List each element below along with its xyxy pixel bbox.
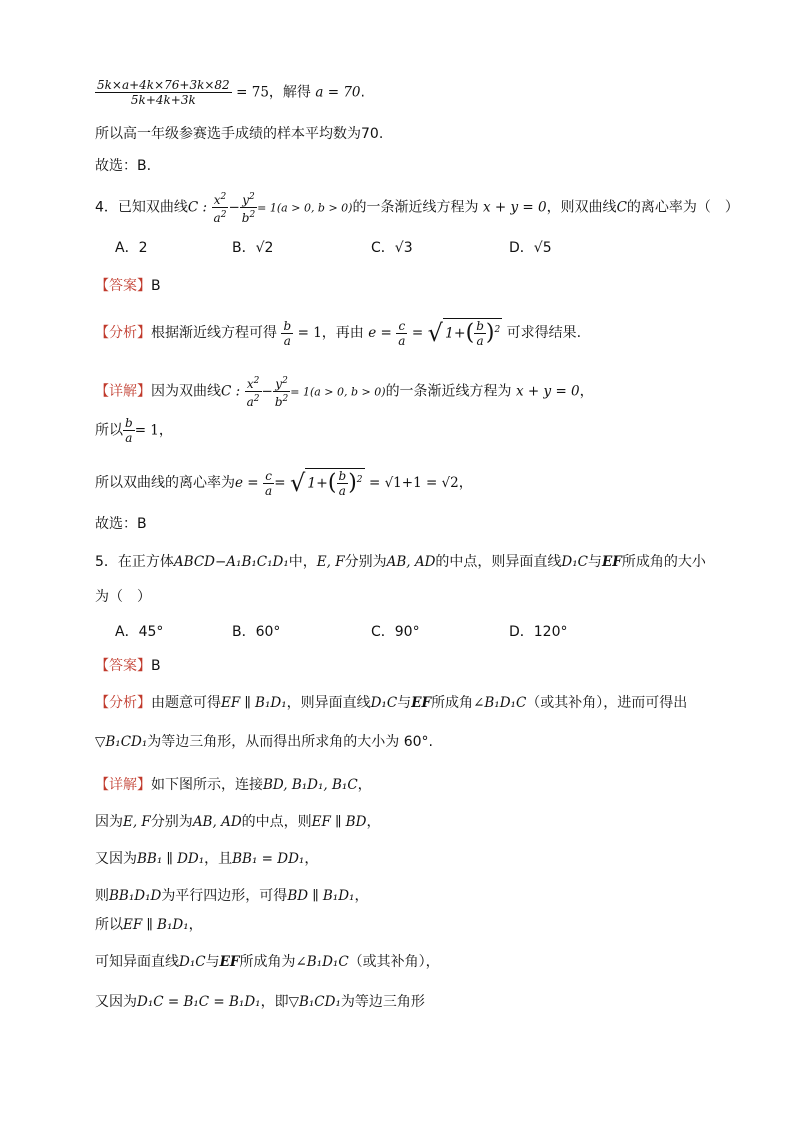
fx3: 与: [397, 695, 412, 711]
q5-option-c: C．90°: [371, 624, 420, 640]
q4-step-1: 所以 $\frac{b}{a}$ = 1，: [95, 416, 173, 445]
fx-triangle: ▽B₁CD₁: [95, 734, 148, 750]
num-c: c: [396, 319, 407, 334]
q4-option-b: B．√2: [232, 240, 274, 256]
q5-d1c: D₁C: [561, 554, 588, 570]
q4-answer: [95, 276, 161, 296]
s3m2: BD ∥ B₁D₁: [287, 888, 355, 904]
xj1-math: BD, B₁D₁, B₁C: [263, 777, 358, 793]
q4-final: 故选：B: [95, 516, 147, 532]
q5-analysis-2: [95, 732, 433, 752]
fx-ef: EF: [411, 695, 432, 711]
analysis-tag: 【分析】: [95, 695, 151, 711]
analysis-tag: 【分析】: [95, 325, 151, 341]
answer-tag: 【答案】: [95, 658, 151, 674]
s2c: ，: [304, 851, 319, 867]
s2a: 又因为: [95, 851, 137, 867]
q4-detail: 【详解】因为双曲线C : $\frac{x^2}{a^2}$ − $\frac{y^2}{b^2}$ = 1(a > 0, b > 0)的一条渐近线方程为 x + y = 0，: [95, 376, 594, 409]
s5m: D₁C: [179, 954, 206, 970]
q4-y-frac: $\frac{y^2}{b^2}$: [241, 192, 256, 225]
q5-f: 所成角的大小: [621, 554, 706, 570]
q4-option-a: A．2: [115, 240, 148, 256]
fx-par: EF ∥ B₁D₁: [221, 695, 287, 711]
step2-prefix: 所以双曲线的离心率为: [95, 475, 235, 491]
s5c: 所成角为: [239, 954, 296, 970]
fx2: ，则异面直线: [286, 695, 371, 711]
s3a: 则: [95, 888, 109, 904]
detail-asymptote: x + y = 0: [516, 383, 580, 400]
q4-stem: 4．已知双曲线C : $\frac{x^2}{a^2}$ − $\frac{y^2}{b^2}$ = 1(a > 0, b > 0)的一条渐近线方程为 x + y = 0，则双曲线C的离心率为（ ）: [95, 192, 739, 225]
q5-analysis-1: [95, 693, 687, 713]
comma: ，: [357, 777, 372, 793]
s4m: EF ∥ B₁D₁: [123, 917, 189, 933]
s4a: 所以: [95, 917, 123, 933]
s5m2: EF: [219, 954, 240, 970]
step1-eq: = 1: [134, 422, 159, 439]
e-equals: e =: [368, 325, 392, 341]
q4-option-d: D．√5: [509, 240, 552, 256]
q4-mid: 的一条渐近线方程为: [352, 199, 479, 216]
sqrt-expr: 1+( $\frac{b}{a}$ )$^2$: [444, 319, 501, 348]
q4-step-2: 所以双曲线的离心率为e = $\frac{c}{a}$ = √ 1+( $\frac{b}{a}$ )$^2$ = √1+1 = √2，: [95, 468, 473, 498]
s5m3: ∠B₁D₁C: [295, 954, 349, 970]
analysis-text-1: 根据渐近线方程可得: [151, 325, 277, 341]
detail-text-1: 因为双曲线: [151, 383, 221, 400]
equals-75: = 75: [236, 84, 269, 101]
answer-tag: 【答案】: [95, 278, 151, 294]
choice-line: 故选：B.: [95, 158, 152, 174]
q5-step-4: [95, 915, 203, 935]
q5-e: 与: [588, 554, 602, 570]
xj1: 如下图所示，连接: [151, 777, 263, 793]
s6a: 又因为: [95, 994, 137, 1010]
q5-EF: EF: [602, 554, 622, 570]
s1c: 的中点，则: [241, 814, 312, 830]
q5-b: 中，: [288, 554, 317, 570]
answer-value: B: [151, 658, 161, 674]
x-var: x: [213, 193, 221, 207]
s1m3: EF ∥ BD: [311, 814, 367, 830]
detail-tag: 【详解】: [95, 383, 151, 400]
conclusion-line: 所以高一年级参赛选手成绩的样本平均数为70.: [95, 126, 384, 142]
s3b: 为平行四边形，可得: [161, 888, 288, 904]
c-over-a: $\frac{c}{a}$: [398, 318, 406, 348]
q5-step-5: [95, 952, 440, 972]
q4-asymptote: x + y = 0: [482, 199, 547, 216]
step2-result: = √1+1 = √2: [368, 475, 459, 491]
answer-value: B: [151, 278, 161, 294]
s1m2: AB, AD: [192, 814, 242, 830]
den-a: a: [283, 333, 291, 348]
s6m2: ▽B₁CD₁: [288, 994, 341, 1010]
b-var: b: [241, 211, 250, 225]
step1-prefix: 所以: [95, 422, 123, 439]
s1m: E, F: [123, 814, 151, 830]
comma: ，: [458, 475, 473, 491]
detail-tag: 【详解】: [95, 777, 151, 793]
q5-cube: ABCD−A₁B₁C₁D₁: [173, 554, 289, 570]
b-over-a: [281, 319, 293, 348]
s3m: BB₁D₁D: [109, 888, 162, 904]
q5-stem-2: 为（ ）: [95, 589, 151, 605]
comma: ，: [579, 383, 594, 400]
s4b: ，: [188, 917, 203, 933]
q5-stem-1: [95, 552, 706, 572]
q4-condition: = 1(a > 0, b > 0): [257, 201, 353, 215]
analysis-text-3: 可求得结果.: [506, 325, 582, 341]
s1b: 分别为: [150, 814, 193, 830]
detail-text-2: 的一条渐近线方程为: [385, 383, 512, 400]
q5-option-a: A．45°: [115, 624, 164, 640]
fraction-numerator: 5k×a+4k×76+3k×82: [97, 78, 230, 92]
q4-x-frac: $\frac{x^2}{a^2}$: [213, 192, 227, 225]
q5-detail: [95, 775, 372, 795]
num-b: b: [283, 318, 292, 333]
q5-step-6: [95, 992, 425, 1012]
s2m: BB₁ ∥ DD₁: [137, 851, 205, 867]
period: .: [360, 84, 365, 101]
q5-a: 5．在正方体: [95, 554, 174, 570]
q4-prefix: 4．已知双曲线: [95, 199, 188, 216]
q5-option-d: D．120°: [509, 624, 568, 640]
q5-step-2: [95, 849, 318, 869]
y-var: y: [242, 193, 249, 207]
q5-abad: AB, AD: [386, 554, 436, 570]
result-a: a = 70: [315, 84, 361, 101]
s5b: 与: [205, 954, 220, 970]
s1a: 因为: [95, 814, 123, 830]
q4-mid2: ，则双曲线: [546, 199, 617, 216]
q5-step-3: [95, 886, 368, 906]
q5-step-1: [95, 812, 380, 832]
q4-curve-name: C :: [187, 199, 208, 216]
s5d: （或其补角），: [348, 954, 440, 970]
a-var: a: [213, 211, 221, 225]
analysis-text-2: ，再由: [321, 325, 364, 341]
s5a: 可知异面直线: [95, 954, 179, 970]
s6m: D₁C = B₁C = B₁D₁: [137, 994, 261, 1010]
fx-angle: ∠B₁D₁C: [473, 695, 527, 711]
fx1: 由题意可得: [151, 695, 221, 711]
eq-1: = 1: [297, 325, 322, 341]
calc-line: [95, 78, 365, 107]
q5-answer: [95, 656, 161, 676]
s1d: ，: [366, 814, 381, 830]
q4-option-c: C．√3: [371, 240, 413, 256]
fx4: 所成角: [431, 695, 474, 711]
fx5: （或其补角），进而可得出: [526, 695, 688, 711]
solve-text: ，解得: [268, 84, 311, 101]
q5-option-b: B．60°: [232, 624, 281, 640]
s6c: 为等边三角形: [340, 994, 425, 1010]
fx-d1c: D₁C: [370, 695, 398, 711]
s6b: ，即: [260, 994, 289, 1010]
q4-analysis: 【分析】根据渐近线方程可得 $\frac{b}{a}$ = 1，再由 e = $\frac{c}{a}$ = √ 1+( $\frac{b}{a}$ )$^2$ 可求得结果.: [95, 318, 582, 348]
q5-d: 的中点，则异面直线: [435, 554, 562, 570]
comma: ，: [158, 422, 173, 439]
mean-fraction: [95, 78, 232, 107]
fx6: 为等边三角形，从而得出所求角的大小为 60°.: [147, 734, 433, 750]
q5-c: 分别为: [344, 554, 387, 570]
s2b: ，且: [204, 851, 233, 867]
q4-end: 的离心率为（ ）: [626, 199, 739, 216]
q5-ef: E, F: [316, 554, 345, 570]
s3c: ，: [354, 888, 369, 904]
q4-c: C: [616, 199, 627, 216]
fraction-denominator: 5k+4k+3k: [130, 93, 196, 107]
s2m2: BB₁ = DD₁: [232, 851, 305, 867]
